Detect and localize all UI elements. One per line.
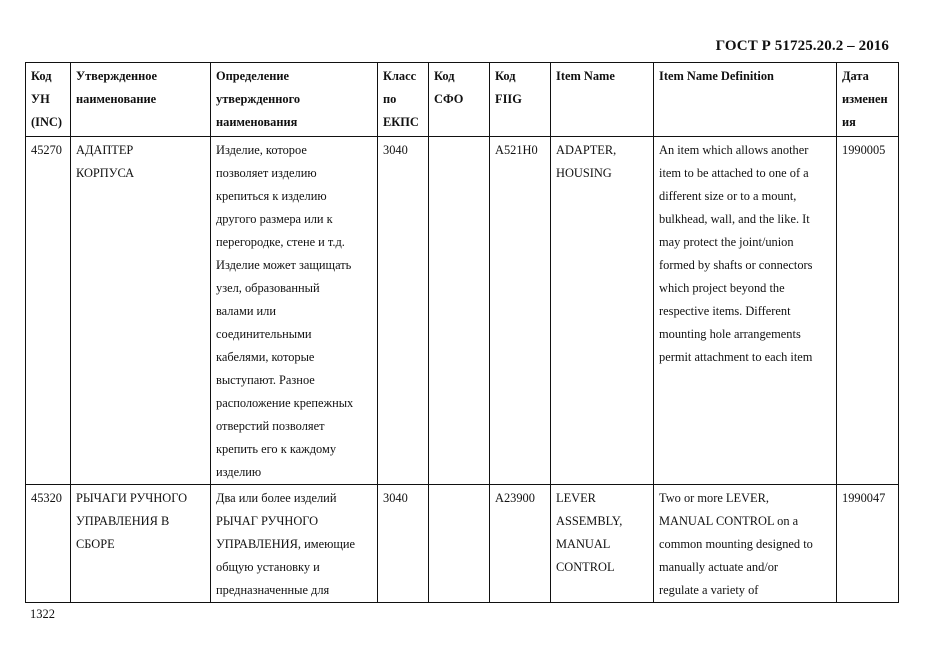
cell-item-name: ADAPTER, HOUSING bbox=[551, 137, 654, 485]
header-ekps-class: Класс по ЕКПС bbox=[378, 63, 429, 137]
cell-ekps-class: 3040 bbox=[378, 137, 429, 485]
cell-change-date: 1990005 bbox=[837, 137, 899, 485]
table-header-row bbox=[26, 63, 899, 137]
header-fiig-code: Код FIIG bbox=[490, 63, 551, 137]
page-number: 1322 bbox=[30, 607, 55, 621]
cell-item-name: LEVER ASSEMBLY, MANUAL CONTROL bbox=[551, 485, 654, 603]
cell-definition-ru: Изделие, которое позволяет изделию крепиться к изделию другого размера или к перегородке, стене и т.д. Изделие может защищать узел, образованный валами или соединительными кабелями, которые выступают. Разное расположение крепежных отверстий позволяет крепить его к каждому изделию bbox=[211, 137, 378, 485]
cell-item-name-definition: Two or more LEVER, MANUAL CONTROL on a common mounting designed to manually actuate and/or regulate a variety of bbox=[654, 485, 837, 603]
document-standard-header: ГОСТ Р 51725.20.2 – 2016 bbox=[715, 38, 889, 54]
table-row bbox=[26, 137, 899, 485]
cell-code-inc: 45270 bbox=[26, 137, 71, 485]
header-sfo-code: Код СФО bbox=[429, 63, 490, 137]
specification-table bbox=[25, 62, 899, 603]
cell-fiig-code: A23900 bbox=[490, 485, 551, 603]
cell-change-date: 1990047 bbox=[837, 485, 899, 603]
header-item-name: Item Name bbox=[551, 63, 654, 137]
cell-item-name-definition: An item which allows another item to be attached to one of a different size or to a mount, bulkhead, wall, and the like. It may protect the joint/union formed by shafts or connectors which project beyond the respective items. Different mounting hole arrangements permit attachment to each item bbox=[654, 137, 837, 485]
cell-ekps-class: 3040 bbox=[378, 485, 429, 603]
cell-approved-name: АДАПТЕР КОРПУСА bbox=[71, 137, 211, 485]
cell-sfo-code bbox=[429, 485, 490, 603]
cell-sfo-code bbox=[429, 137, 490, 485]
header-change-date: Дата изменен ия bbox=[837, 63, 899, 137]
cell-code-inc: 45320 bbox=[26, 485, 71, 603]
header-item-name-definition: Item Name Definition bbox=[654, 63, 837, 137]
cell-fiig-code: A521H0 bbox=[490, 137, 551, 485]
header-approved-name: Утвержденное наименование bbox=[71, 63, 211, 137]
header-code-inc: Код УН (INC) bbox=[26, 63, 71, 137]
table-row bbox=[26, 485, 899, 603]
cell-approved-name: РЫЧАГИ РУЧНОГО УПРАВЛЕНИЯ В СБОРЕ bbox=[71, 485, 211, 603]
header-definition-ru: Определение утвержденного наименования bbox=[211, 63, 378, 137]
cell-definition-ru: Два или более изделий РЫЧАГ РУЧНОГО УПРАВЛЕНИЯ, имеющие общую установку и предназначенные для bbox=[211, 485, 378, 603]
